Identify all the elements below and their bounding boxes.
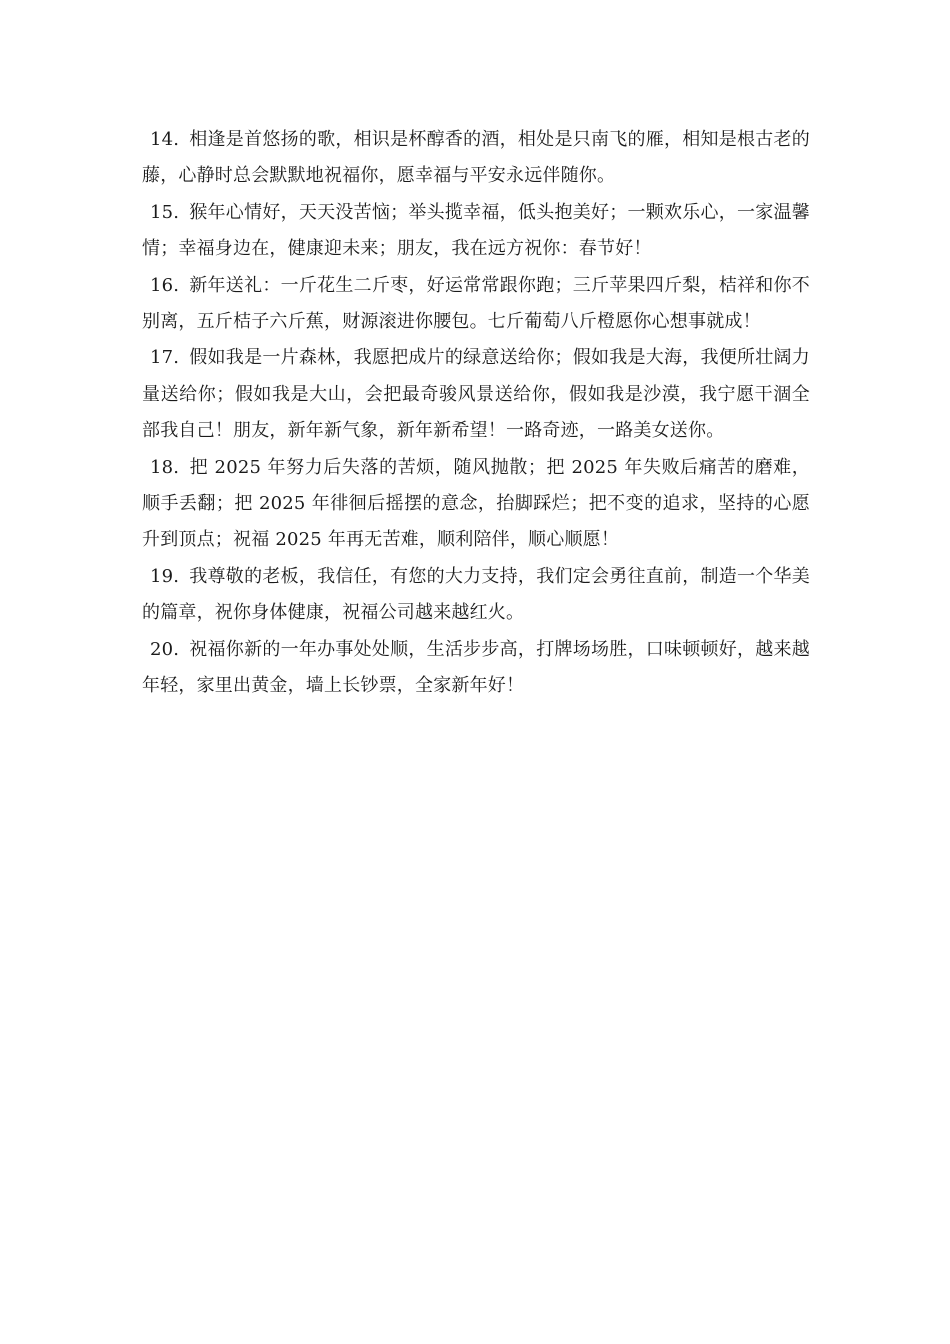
- greetings-list: [142, 122, 810, 705]
- item-text: 相逢是首悠扬的歌，相识是杯醇香的酒，相处是只南飞的雁，相知是根古老的藤，心静时总会默默地祝福你，愿幸福与平安永远伴随你。: [142, 129, 810, 187]
- item-text: 新年送礼：一斤花生二斤枣，好运常常跟你跑；三斤苹果四斤梨，桔祥和你不别离，五斤桔子六斤蕉，财源滚进你腰包。七斤葡萄八斤橙愿你心想事就成！: [142, 274, 810, 333]
- item-number: 19.: [150, 565, 180, 587]
- item-text: 假如我是一片森林，我愿把成片的绿意送给你；假如我是大海，我便所壮阔力量送给你；假如我是大山，会把最奇骏风景送给你，假如我是沙漠，我宁愿干涸全部我自己！朋友，新年新气象，新年新希望！一路奇迹，一路美女送你。: [142, 347, 810, 442]
- item-text: 我尊敬的老板，我信任，有您的大力支持，我们定会勇往直前，制造一个华美的篇章，祝你身体健康，祝福公司越来越红火。: [142, 565, 810, 624]
- list-item-16: [142, 268, 810, 341]
- list-item-19: [142, 559, 810, 632]
- list-item-18: [142, 450, 810, 559]
- item-number: 18.: [150, 456, 180, 478]
- item-text: 祝福你新的一年办事处处顺，生活步步高，打牌场场胜，口味顿顿好，越来越年轻，家里出黄金，墙上长钞票，全家新年好！: [142, 638, 810, 697]
- item-number: 16.: [150, 274, 180, 296]
- list-item-20: [142, 632, 810, 705]
- list-item-14: [142, 122, 810, 195]
- list-item-17: [142, 340, 810, 449]
- list-item-15: [142, 195, 810, 268]
- item-text: 猴年心情好，天天没苦恼；举头揽幸福，低头抱美好；一颗欢乐心，一家温馨情；幸福身边在，健康迎未来；朋友，我在远方祝你：春节好！: [142, 201, 810, 260]
- item-number: 17.: [150, 347, 180, 369]
- item-number: 14.: [150, 129, 180, 150]
- item-number: 20.: [150, 638, 180, 660]
- item-text: 把 2025 年努力后失落的苦烦，随风抛散；把 2025 年失败后痛苦的磨难，顺手丢翻；把 2025 年徘徊后摇摆的意念，抬脚踩烂；把不变的追求，坚持的心愿升到顶点；祝福 2025 年再无苦难，顺利陪伴，顺心顺愿！: [142, 456, 810, 551]
- item-number: 15.: [150, 201, 180, 223]
